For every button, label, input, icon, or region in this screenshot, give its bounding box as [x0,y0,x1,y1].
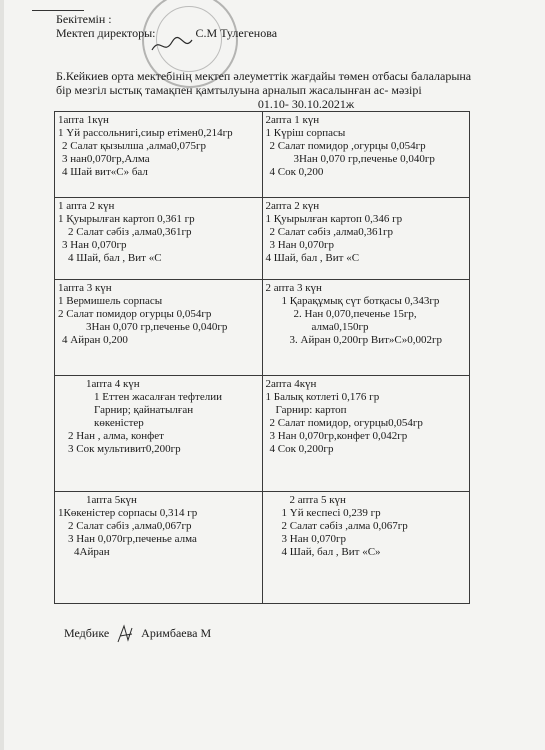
cell-heading: 2 апта 5 күн [289,494,346,506]
menu-item: 1 Қарақұмық сүт ботқасы 0,343гр [281,295,440,307]
menu-cell-week1-day3 [55,280,263,376]
nurse-label: Медбике [64,625,110,640]
director-name: С.М Тулегенова [195,26,278,40]
menu-item: 3 нан0,070гр,Алма [62,153,150,165]
table-row [55,280,470,376]
menu-item: 4 Сок 0,200 [269,166,324,178]
menu-item: Гарнир: картоп [275,404,347,416]
title-line-2: бір мезгіл ыстық тамақпен қамтылуына арналып жасалынған ас- мәзірі [56,83,422,97]
menu-item: 4 Айран 0,200 [62,334,128,346]
nurse-signature [114,622,136,646]
menu-cell-week1-day4 [55,376,263,492]
cell-heading: 1 апта 2 күн [58,200,115,212]
nurse-signature-line [64,622,211,646]
scan-edge [0,0,4,750]
menu-item: 1 Вермишель сорпасы [58,295,163,307]
menu-item: 1 Үй рассольнигі,сиыр етімен0,214гр [58,127,233,139]
menu-cell-week2-day5 [262,492,470,604]
menu-item: 1 Үй кеспесі 0,239 гр [281,507,381,519]
menu-item: 2 Салат қызылша ,алма0,075гр [62,140,207,152]
menu-item: 4 Шай, бал , Вит «С [265,252,360,264]
menu-item: 2 Салат помидор, огурцы0,054гр [269,417,423,429]
menu-item: 2. Нан 0,070,печенье 15гр, [293,308,417,320]
menu-item: 2 Салат сәбіз ,алма0,067гр [68,520,192,532]
menu-cell-week1-day2 [55,198,263,280]
menu-item: 3 Нан 0,070гр [281,533,346,545]
menu-item: 4 Шай, бал , Вит «С [68,252,162,264]
cell-heading: 2апта 2 күн [265,200,320,212]
header-rule [32,10,84,11]
menu-item: 2 Салат помидор ,огурцы 0,054гр [269,140,426,152]
menu-cell-week2-day2 [262,198,470,280]
menu-item: 1 Балық котлеті 0,176 гр [265,391,380,403]
table-row [55,492,470,604]
menu-item: 3 Нан 0,070гр,конфет 0,042гр [269,430,408,442]
menu-item: 3 Нан 0,070гр [269,239,334,251]
menu-item: 1 Қуырылған картоп 0,346 гр [265,213,403,225]
menu-cell-week2-day1 [262,112,470,198]
approval-label: Бекітемін : [56,12,112,26]
menu-item: Гарнир; қайнатылған [94,404,194,416]
menu-item: 3 Нан 0,070гр,печенье алма [68,533,197,545]
menu-item: 2 Салат помидор огурцы 0,054гр [58,308,212,320]
menu-cell-week1-day1 [55,112,263,198]
table-row [55,376,470,492]
table-row [55,198,470,280]
menu-item: 2 Салат сәбіз ,алма0,361гр [68,226,192,238]
menu-cell-week2-day4 [262,376,470,492]
menu-item: 2 Нан , алма, конфет [68,430,164,442]
menu-item: алма0,150гр [311,321,369,333]
menu-item: 3Нан 0,070 гр,печенье 0,040гр [293,153,435,165]
menu-item: 1 Еттен жасалған тефтелии [94,391,223,403]
menu-item: 2 Салат сәбіз ,алма 0,067гр [281,520,408,532]
menu-item: 3 Нан 0,070гр [62,239,127,251]
menu-item: 4 Шай, бал , Вит «С» [281,546,381,558]
menu-item: 4Айран [74,546,110,558]
menu-item: 2 Салат сәбіз ,алма0,361гр [269,226,393,238]
director-line [56,26,277,40]
cell-heading: 1апта 3 күн [58,282,112,294]
menu-table [54,111,470,604]
table-row [55,112,470,198]
menu-item: 1 Күріш сорпасы [265,127,346,139]
menu-item: 4 Сок 0,200гр [269,443,334,455]
title-line-1: Б.Кейкиев орта мектебінің мектеп әлеуметтік жағдайы төмен отбасы балаларына [56,69,472,83]
title-dates: 01.10- 30.10.2021ж [257,97,355,111]
menu-item: 3 Сок мультивит0,200гр [68,443,181,455]
cell-heading: 1апта 4 күн [86,378,140,390]
cell-heading: 1апта 5күн [86,494,137,506]
cell-heading: 2 апта 3 күн [265,282,322,294]
menu-item: көкеністер [94,417,144,429]
cell-heading: 2апта 4күн [265,378,317,390]
menu-item: 3. Айран 0,200гр Вит»С»0,002гр [289,334,442,346]
menu-cell-week1-day5 [55,492,263,604]
approval-block [56,12,277,40]
menu-cell-week2-day3 [262,280,470,376]
menu-item: 3Нан 0,070 гр,печенье 0,040гр [86,321,228,333]
menu-item: 1 Қуырылған картоп 0,361 гр [58,213,195,225]
menu-item: 1Көкеністер сорпасы 0,314 гр [58,507,198,519]
cell-heading: 1апта 1күн [58,114,109,126]
menu-item: 4 Шай вит«С» бал [62,166,148,178]
cell-heading: 2апта 1 күн [265,114,320,126]
nurse-name: Аримбаева М [141,625,212,640]
document-title [56,69,526,111]
director-label: Мектеп директоры: [56,26,156,40]
